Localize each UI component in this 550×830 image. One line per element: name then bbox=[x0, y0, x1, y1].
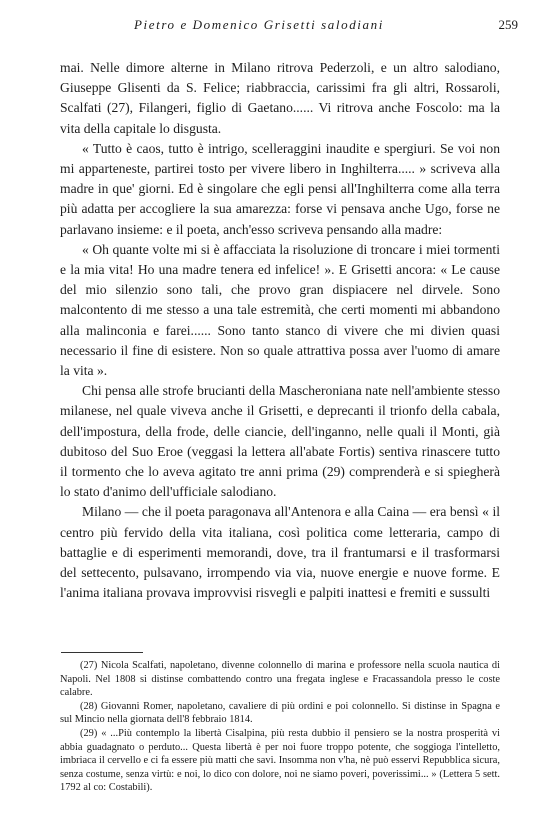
running-title: Pietro e Domenico Grisetti salodiani bbox=[134, 17, 384, 32]
paragraph: « Oh quante volte mi si è affacciata la risoluzione di troncare i miei tormenti e la mia vita! Ho una madre tenera ed infelice! ». E Grisetti ancora: « Le cause del mio silenzio sono tali, che provo gran dispiacere nel dirvele. Sono malcontento di me stesso a una tale estremità, che certi momenti mi abbandono alla malinconia e farei...... Sono tanto stanco di vivere che mi divien quasi necessario il fine di esistere. Non so quale attrattiva possa aver l'uomo di amare la vita ». bbox=[60, 241, 500, 379]
page-header bbox=[72, 17, 518, 33]
footnote: (27) Nicola Scalfati, napoletano, divenne colonnello di marina e professore nella scuola nautica di Napoli. Nel 1808 si distinse combattendo contro una fregata inglese e Fracassandola presso le coste calabre. bbox=[60, 660, 500, 699]
body-text bbox=[60, 58, 500, 603]
footnotes bbox=[60, 659, 500, 795]
footnote: (29) « ...Più contemplo la libertà Cisalpina, più resta dubbio il pensiero se la nostra prosperità vi abbia guadagnato o perduto... Questa libertà è per noi fuore troppo potente, che soggioga l'intelletto, imbriaca il cervello e ci fa essere più matti che savi. Insomma non v'ha, nè può esservi Repubblica sicura, senza costume, senza virtù: e noi, lo dico con dolore, noi ne siamo poveri, poverissimi... » (Lettera 5 sett. 1792 al co: Costabili). bbox=[60, 727, 500, 794]
footnote-rule bbox=[61, 652, 143, 653]
paragraph: « Tutto è caos, tutto è intrigo, scelleraggini inaudite e spergiuri. Se voi non mi apparteneste, partirei tosto per vivere libero in Inghilterra..... » scriveva alla madre in que' giorni. Ed è singolare che egli pensi all'Inghilterra come alla terra più adatta per accogliere la sua amarezza: forse vi pensava anche Ugo, forse ne parlavano insieme: e il poeta, anch'esso scriveva pensando alla madre: bbox=[60, 140, 500, 237]
paragraph: mai. Nelle dimore alterne in Milano ritrova Pederzoli, e un altro salodiano, Giuseppe Glisenti da S. Felice; riabbraccia, carissimi fra gli altri, Rossaroli, Scalfati (27), Filangeri, figlio di Gaetano...... Vi ritrova anche Foscolo: ma la vita della capitale lo disgusta. bbox=[60, 60, 500, 136]
paragraph: Chi pensa alle strofe brucianti della Mascheroniana nate nell'ambiente stesso milanese, nel quale viveva anche il Grisetti, e deprecanti il trionfo della cabala, dell'impostura, della frode, delle ciancie, dell'inganno, nelle quali il Monti, già dubitoso del Suo Eroe (veggasi la lettera all'abate Fortis) sentiva rinascere tutto il tormento che lo aveva agitato tre anni prima (29) comprenderà e si spiegherà lo stato d'animo dell'ufficiale salodiano. bbox=[60, 383, 500, 500]
page-number: 259 bbox=[498, 17, 518, 32]
footnote: (28) Giovanni Romer, napoletano, cavaliere di più ordini e poi colonnello. Si distinse in Spagna e sul Mincio nella giornata dell'8 febbraio 1814. bbox=[60, 700, 500, 726]
paragraph: Milano — che il poeta paragonava all'Antenora e alla Caina — era bensì « il centro più fervido della vita italiana, così politica come letteraria, campo di battaglie e di esperimenti memorandi, dove, tra il frantumarsi e il trasformarsi del settecento, pulsavano, irrompendo via via, nuove energie e nuove forme. E l'anima italiana provava improvvisi risvegli e palpiti inattesi e fremiti e sussulti bbox=[60, 504, 500, 601]
